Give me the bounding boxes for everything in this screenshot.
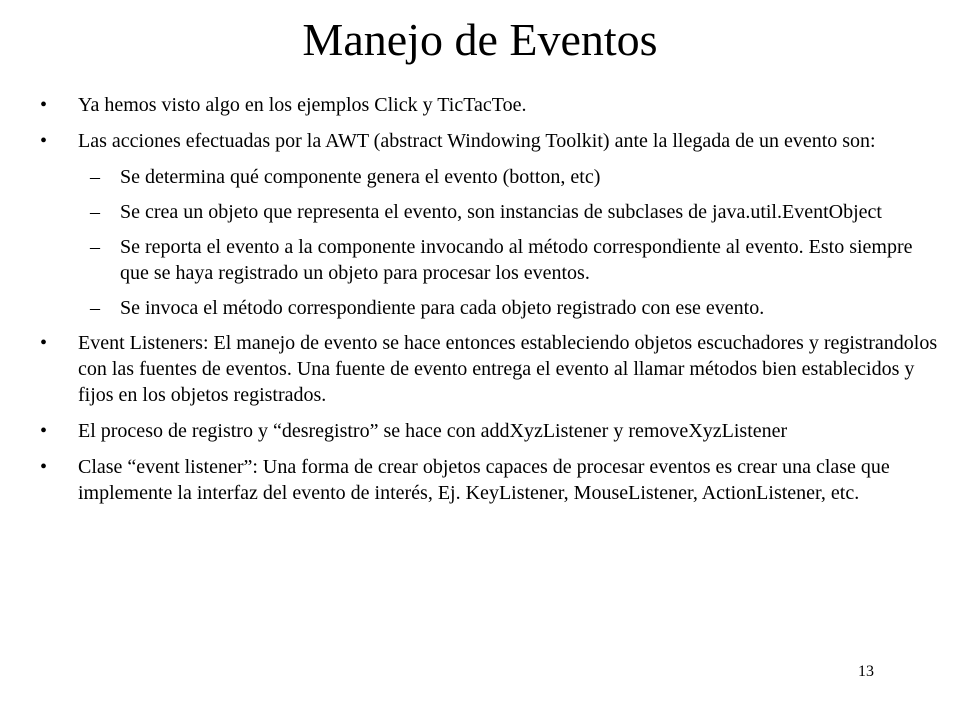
sub-bullet-text: Se determina qué componente genera el evento (botton, etc) xyxy=(120,166,601,188)
bullet-item xyxy=(40,128,940,154)
sub-bullet-text: Se crea un objeto que representa el evento, son instancias de subclases de java.util.EventObject xyxy=(120,201,882,223)
bullet-text: El proceso de registro y “desregistro” se hace con addXyzListener y removeXyzListener xyxy=(78,420,788,442)
bullet-text: Event Listeners: El manejo de evento se hace entonces estableciendo objetos escuchadores y registrandolos con las fuentes de eventos. Una fuente de evento entrega el evento al llamar métodos bien establecidos y fijos en los objetos registrados. xyxy=(78,332,938,406)
bullet-item xyxy=(40,330,940,408)
slide-title: Manejo de Eventos xyxy=(302,14,658,65)
bullet-marker: • xyxy=(40,130,48,152)
bullet-text: Ya hemos visto algo en los ejemplos Click y TicTacToe. xyxy=(78,94,527,116)
slide-content xyxy=(40,92,940,516)
sub-bullet-item xyxy=(40,199,940,225)
bullet-marker: • xyxy=(40,456,48,478)
bullet-text: Clase “event listener”: Una forma de crear objetos capaces de procesar eventos es crear una clase que implemente la interfaz del evento de interés, Ej. KeyListener, MouseListener, ActionListener, etc. xyxy=(78,456,890,504)
sub-bullet-text: Se invoca el método correspondiente para cada objeto registrado con ese evento. xyxy=(120,297,765,319)
dash-marker: – xyxy=(90,166,100,188)
dash-marker: – xyxy=(90,297,100,319)
sub-bullet-item xyxy=(40,234,940,286)
bullet-marker: • xyxy=(40,420,48,442)
sub-bullet-item xyxy=(40,295,940,321)
sub-bullet-item xyxy=(40,164,940,190)
bullet-item xyxy=(40,454,940,506)
dash-marker: – xyxy=(90,236,100,258)
bullet-text: Las acciones efectuadas por la AWT (abstract Windowing Toolkit) ante la llegada de un evento son: xyxy=(78,130,876,152)
sub-bullet-text: Se reporta el evento a la componente invocando al método correspondiente al evento. Esto siempre que se haya registrado un objeto para procesar los eventos. xyxy=(120,236,913,284)
bullet-marker: • xyxy=(40,94,48,116)
bullet-item xyxy=(40,418,940,444)
bullet-marker: • xyxy=(40,332,48,354)
dash-marker: – xyxy=(90,201,100,223)
page-number: 13 xyxy=(858,663,874,680)
bullet-item xyxy=(40,92,940,118)
